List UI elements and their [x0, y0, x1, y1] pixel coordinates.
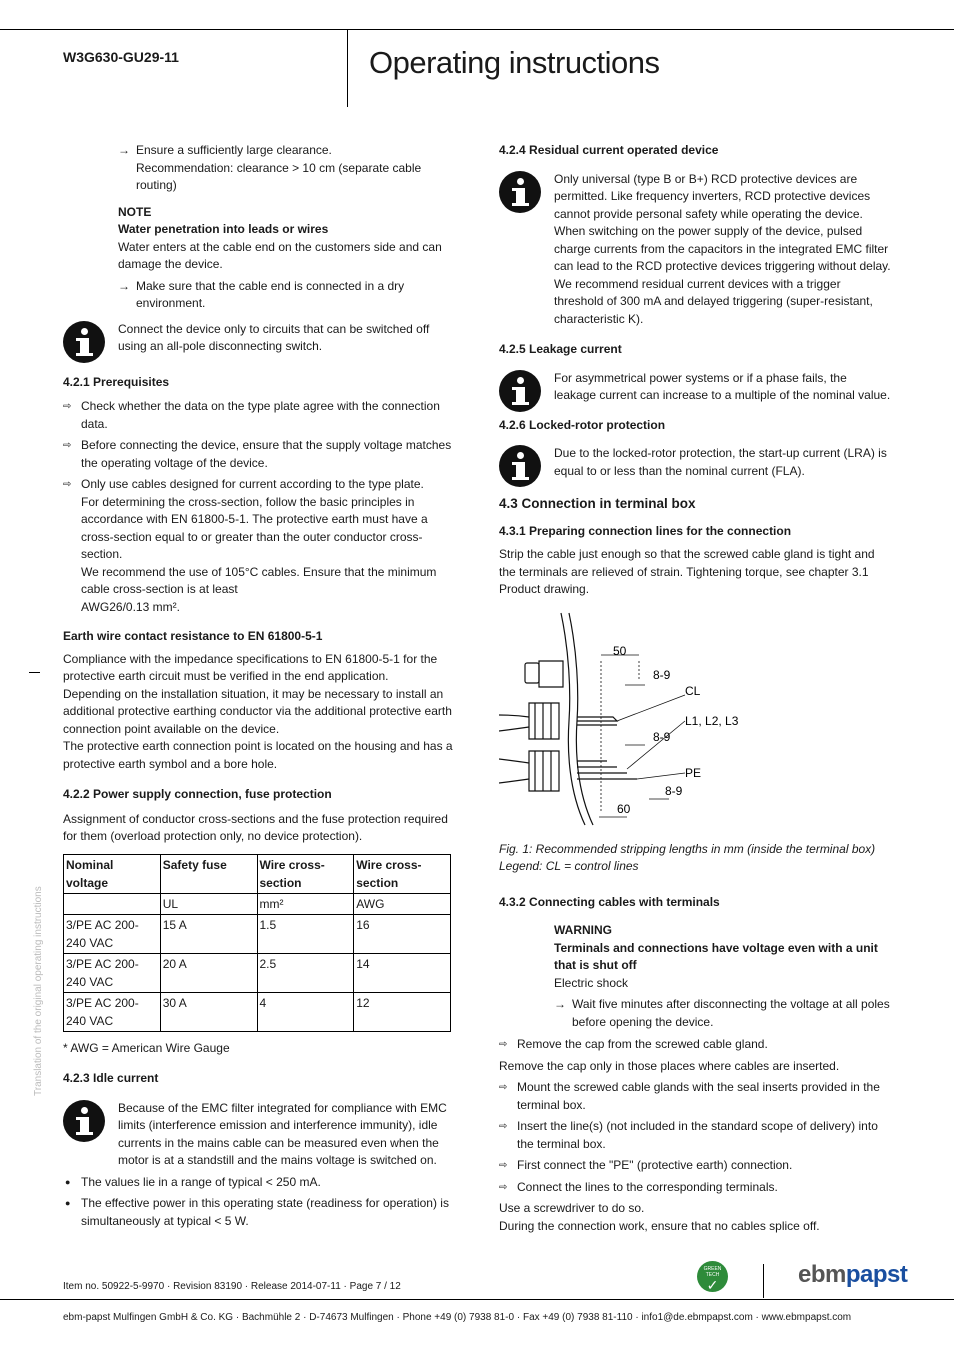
info-idle: Because of the EMC filter integrated for compliance with EMC limits (interference emission and interference immunity), idle currents in the mains cable can be measured even when the motor is at a standstill and the mains voltage is switched on.	[63, 1100, 455, 1170]
prereq-item: ⇨ Before connecting the device, ensure that the supply voltage matches the operating voltage of the device.	[63, 438, 452, 470]
lock-heading: 4.2.6 Locked-rotor protection	[499, 417, 666, 432]
final-text: During the connection work, ensure that no cables splice off.	[499, 1218, 820, 1233]
earth-text: Compliance with the impedance specifications to EN 61800-5-1 for the protective earth circuit must be verified in the end application.	[63, 651, 438, 683]
table-row	[64, 992, 451, 1031]
earth-text: Depending on the installation situation, it may be necessary to install an additional protective earthing conductor via the additional protective earth connection point available on the device.	[63, 686, 452, 736]
info-icon	[499, 171, 541, 213]
figure-caption: Fig. 1: Recommended stripping lengths in mm (inside the terminal box)	[499, 841, 876, 856]
table-cell: mm²	[257, 893, 354, 914]
table-row	[64, 914, 451, 953]
awg-note: * AWG = American Wire Gauge	[63, 1040, 230, 1055]
info-leak: For asymmetrical power systems or if a phase fails, the leakage current can increase to a multiple of the nominal value.	[499, 370, 891, 414]
table-header: Wire cross-section	[257, 854, 354, 893]
table-header-row	[64, 854, 451, 893]
right-column	[499, 142, 891, 1235]
leak-heading: 4.2.5 Leakage current	[499, 342, 622, 356]
info-lock: Due to the locked-rotor protection, the start-up current (LRA) is equal to or less than the nominal current (FLA).	[499, 445, 891, 489]
clearance-item: → Ensure a sufficiently large clearance. Recommendation: clearance > 10 cm (separate cable routing)	[118, 142, 455, 195]
info-icon	[499, 445, 541, 487]
side-note: Translation of the original operating instructions	[33, 886, 44, 1096]
fuse-table	[63, 854, 451, 1032]
label-l1-l2-l3: L1, L2, L3	[685, 713, 739, 728]
arrow-bullet-icon: ⇨	[499, 1160, 508, 1171]
note-label: NOTE	[118, 204, 152, 219]
arrow-bullet-icon: ⇨	[63, 479, 72, 490]
info-icon	[63, 321, 105, 363]
arrow-bullet-icon: ⇨	[63, 440, 72, 451]
cables-heading: 4.3.2 Connecting cables with terminals	[499, 894, 720, 909]
table-cell: 14	[354, 953, 451, 992]
label-cl: CL	[685, 683, 701, 698]
earth-heading: Earth wire contact resistance to EN 61800-5-1	[63, 629, 323, 643]
table-unit-row	[64, 893, 451, 914]
table-header: Safety fuse	[160, 854, 257, 893]
table-row	[64, 953, 451, 992]
table-cell: 1.5	[257, 914, 354, 953]
step-item: ⇨ Connect the lines to the corresponding terminals.	[499, 1179, 891, 1197]
prereq-item: ⇨ Check whether the data on the type plate agree with the connection data.	[63, 399, 440, 431]
dim-8-9-cl: 8-9	[653, 667, 671, 682]
arrow-bullet-icon: ⇨	[63, 401, 72, 412]
power-text: Assignment of conductor cross-sections and the fuse protection required for them (overload protection only, no device protection).	[63, 811, 448, 843]
dim-8-9-pe: 8-9	[665, 783, 683, 798]
table-header: Nominal voltage	[64, 854, 161, 893]
table-cell: 20 A	[160, 953, 257, 992]
dot-bullet-icon: ●	[65, 1198, 71, 1208]
rcd-heading: 4.2.4 Residual current operated device	[499, 143, 719, 157]
step-item: ⇨ Insert the line(s) (not included in the standard scope of delivery) into the terminal box.	[499, 1119, 878, 1151]
footer-company: ebm-papst Mulfingen GmbH & Co. KG · Bachmühle 2 · D-74673 Mulfingen · Phone +49 (0) 7938 81-0 · Fax +49 (0) 7938 81-110 · info1@de.ebmpapst.com · www.ebmpapst.com	[63, 1312, 852, 1323]
logo-divider	[763, 1264, 764, 1298]
prep-text: Strip the cable just enough so that the screwed cable gland is tight and the terminals are relieved of strain. Tightening torque, see chapter 3.1 Product drawing.	[499, 547, 875, 596]
table-cell: 15 A	[160, 914, 257, 953]
table-cell: 16	[354, 914, 451, 953]
prereq-heading: 4.2.1 Prerequisites	[63, 374, 170, 389]
idle-heading: 4.2.3 Idle current	[63, 1071, 159, 1085]
warning-subtitle: Terminals and connections have voltage even with a unit that is shut off	[554, 940, 878, 972]
earth-text: The protective earth connection point is located on the housing and has a protective earth symbol and a bore hole.	[63, 739, 453, 771]
table-cell: 12	[354, 992, 451, 1031]
idle-bullet: ● The effective power in this operating state (readiness for operation) is simultaneously at typical < 5 W.	[65, 1196, 449, 1228]
header-divider	[347, 29, 348, 107]
table-cell: 30 A	[160, 992, 257, 1031]
arrow-bullet-icon: ⇨	[499, 1039, 508, 1050]
note-text: Water enters at the cable end on the customers side and can damage the device.	[118, 239, 442, 271]
left-column	[63, 142, 455, 1234]
footer-rule	[0, 1299, 954, 1300]
table-cell: UL	[160, 893, 257, 914]
table-header: Wire cross-section	[354, 854, 451, 893]
info-icon	[499, 370, 541, 412]
prereq-item: ⇨ Only use cables designed for current according to the type plate. For determining the cross-section, follow the basic principles in accordance with EN 61800-5-1. The protective earth must have a cross-section equal to or greater than the outer conductor cross-section. We recommend the use of 105°C cables. Ensure that the minimum cable cross-section is at least AWG26/0.13 mm².	[63, 477, 437, 614]
connection-heading: 4.3 Connection in terminal box	[499, 496, 696, 511]
warning-text: Electric shock	[554, 975, 629, 990]
green-tech-badge	[697, 1261, 728, 1292]
note-action: → Make sure that the cable end is connected in a dry environment.	[118, 278, 455, 313]
arrow-bullet-icon: ⇨	[499, 1121, 508, 1132]
arrow-bullet-icon: ⇨	[499, 1181, 508, 1193]
table-cell: 3/PE AC 200-240 VAC	[64, 992, 161, 1031]
power-heading: 4.2.2 Power supply connection, fuse protection	[63, 787, 332, 801]
warning-block	[499, 922, 891, 1031]
label-pe: PE	[685, 765, 702, 780]
dim-8-9-l: 8-9	[653, 729, 671, 744]
table-cell	[64, 893, 161, 914]
logo-papst: papst	[845, 1261, 908, 1288]
table-cell: 2.5	[257, 953, 354, 992]
page-title: Operating instructions	[369, 45, 660, 80]
check-icon: ✓	[706, 1277, 719, 1292]
info-icon	[63, 1100, 105, 1142]
final-text: Use a screwdriver to do so.	[499, 1201, 645, 1215]
dot-bullet-icon: ●	[65, 1176, 71, 1187]
note-block	[118, 204, 455, 313]
footer-item-info: Item no. 50922-5-9970 · Revision 83190 · Release 2014-07-11 · Page 7 / 12	[63, 1281, 401, 1292]
info-rcd: Only universal (type B or B+) RCD protective devices are permitted. Like frequency inverters, RCD protective devices cannot provide personal safety while operating the device. When switching on the power supply of the device, pulsed charge currents from the capacitors in the integrated EMC filter can lead to the RCD protective devices triggering without delay. We recommend residual current devices with a trigger threshold of 300 mA and delayed triggering (super-resistant, characteristic K).	[499, 171, 891, 329]
figure-legend: Legend: CL = control lines	[499, 859, 639, 873]
prep-heading: 4.3.1 Preparing connection lines for the connection	[499, 523, 792, 538]
ebmpapst-logo	[798, 1262, 907, 1288]
logo-ebm: ebm	[798, 1261, 846, 1288]
stripping-figure	[499, 611, 739, 829]
step-item: ⇨ Remove the cap from the screwed cable gland.	[499, 1036, 891, 1054]
step-note: Remove the cap only in those places where cables are inserted.	[499, 1058, 840, 1073]
table-cell: 3/PE AC 200-240 VAC	[64, 914, 161, 953]
table-cell: AWG	[354, 893, 451, 914]
dim-50: 50	[613, 643, 627, 658]
step-item: ⇨ Mount the screwed cable glands with the seal inserts provided in the terminal box.	[499, 1080, 880, 1112]
note-subtitle: Water penetration into leads or wires	[118, 222, 329, 236]
model-number: W3G630-GU29-11	[63, 49, 179, 65]
info-switch: Connect the device only to circuits that can be switched off using an all-pole disconnecting switch.	[63, 321, 455, 365]
header-top-rule	[0, 29, 954, 30]
idle-bullet: ● The values lie in a range of typical < 250 mA.	[63, 1174, 455, 1192]
dim-60: 60	[617, 801, 631, 816]
table-cell: 4	[257, 992, 354, 1031]
green-tech-label: GREEN TECH	[703, 1266, 722, 1278]
step-item: ⇨ First connect the "PE" (protective earth) connection.	[499, 1157, 891, 1175]
warning-label: WARNING	[554, 923, 612, 937]
warning-action: → Wait five minutes after disconnecting the voltage at all poles before opening the device.	[554, 996, 891, 1031]
table-cell: 3/PE AC 200-240 VAC	[64, 953, 161, 992]
margin-mark	[29, 672, 40, 673]
arrow-bullet-icon: ⇨	[499, 1082, 508, 1093]
